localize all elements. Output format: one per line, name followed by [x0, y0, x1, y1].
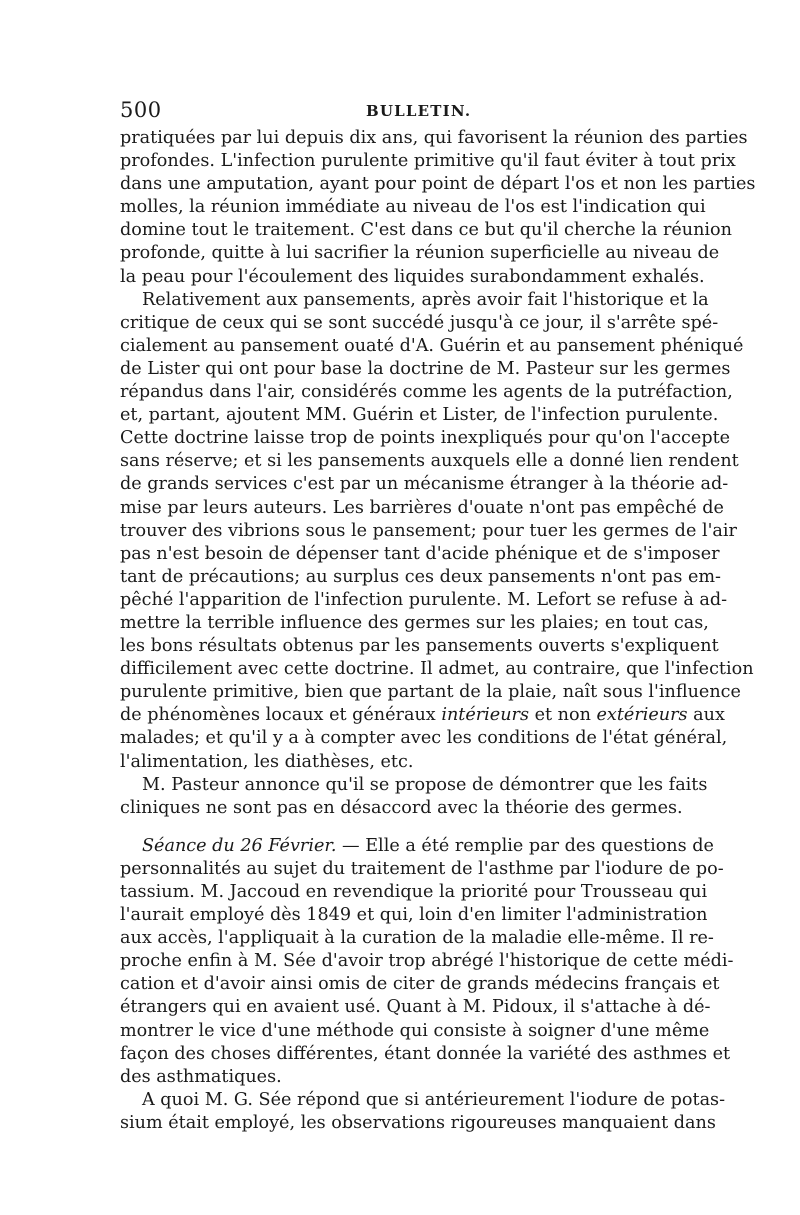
text-line: A quoi M. G. Sée répond que si antérieurement l'iodure de potas-: [142, 1089, 726, 1110]
italic-word: extérieurs: [596, 705, 688, 726]
text-line: pas n'est besoin de dépenser tant d'acide phénique et de s'imposer: [120, 543, 720, 564]
text-line: cliniques ne sont pas en désaccord avec la théorie des germes.: [120, 797, 683, 818]
italic-word: intérieurs: [441, 705, 529, 726]
text-line: pratiquées par lui depuis dix ans, qui favorisent la réunion des parties: [120, 128, 748, 148]
text-line: personnalités au sujet du traitement de l'asthme par l'iodure de po-: [120, 858, 724, 879]
page-header: [120, 98, 680, 128]
text-line: M. Pasteur annonce qu'il se propose de démontrer que les faits: [142, 774, 708, 795]
text-line: de grands services c'est par un mécanisme étranger à la théorie ad-: [120, 474, 729, 495]
text-line: l'aurait employé dès 1849 et qui, loin d'en limiter l'administration: [120, 905, 708, 926]
text-line: répandus dans l'air, considérés comme les agents de la putréfaction,: [120, 382, 733, 403]
text-segment: de phénomènes locaux et généraux: [120, 705, 436, 726]
text-segment: aux: [693, 705, 725, 726]
text-line: façon des choses différentes, étant donnée la variété des asthmes et: [120, 1043, 731, 1064]
text-line: trouver des vibrions sous le pansement; pour tuer les germes de l'air: [120, 520, 737, 541]
text-line: Relativement aux pansements, après avoir fait l'historique et la: [142, 289, 709, 310]
page-number: 500: [120, 98, 162, 122]
text-line: sium était employé, les observations rigoureuses manquaient dans: [120, 1112, 716, 1133]
text-line: cation et d'avoir ainsi omis de citer de grands médecins français et: [120, 974, 720, 995]
text-segment: — Elle a été remplie par des questions de: [342, 835, 714, 856]
text-line: l'alimentation, les diathèses, etc.: [120, 751, 414, 772]
text-line: montrer le vice d'une méthode qui consiste à soigner d'une même: [120, 1020, 710, 1041]
text-line: les bons résultats obtenus par les pansements ouverts s'expliquent: [120, 636, 719, 657]
text-line: cialement au pansement ouaté d'A. Guérin et au pansement phéniqué: [120, 335, 744, 356]
text-line: profonde, quitte à lui sacrifier la réunion superficielle au niveau de: [120, 243, 720, 264]
text-line: dans une amputation, ayant pour point de départ l'os et non les parties: [120, 174, 756, 195]
text-line: Cette doctrine laisse trop de points inexpliqués pour qu'on l'accepte: [120, 428, 731, 449]
text-line: proche enfin à M. Sée d'avoir trop abrégé l'historique de cette médi-: [120, 951, 734, 972]
text-line: la peau pour l'écoulement des liquides surabondamment exhalés.: [120, 266, 705, 287]
text-line: purulente primitive, bien que partant de la plaie, naît sous l'influence: [120, 682, 741, 703]
body-text: [120, 127, 756, 1135]
text-line: de Lister qui ont pour base la doctrine de M. Pasteur sur les germes: [120, 358, 731, 379]
text-line: tassium. M. Jaccoud en revendique la priorité pour Trousseau qui: [120, 882, 708, 902]
text-line: mettre la terrible influence des germes sur les plaies; en tout cas,: [120, 612, 709, 633]
text-line: domine tout le traitement. C'est dans ce but qu'il cherche la réunion: [120, 220, 732, 241]
seance-heading-line: [120, 835, 714, 858]
running-title: BULLETIN.: [366, 102, 472, 120]
text-line: des asthmatiques.: [120, 1066, 282, 1087]
text-line: aux accès, l'appliquait à la curation de la maladie elle-même. Il re-: [120, 928, 714, 949]
text-line: molles, la réunion immédiate au niveau de l'os est l'indication qui: [120, 197, 706, 218]
text-line: mise par leurs auteurs. Les barrières d'ouate n'ont pas empêché de: [120, 497, 724, 518]
text-line: et, partant, ajoutent MM. Guérin et Lister, de l'infection purulente.: [120, 405, 719, 426]
text-line: malades; et qu'il y a à compter avec les conditions de l'état général,: [120, 728, 728, 749]
seance-date: Séance du 26 Février.: [142, 835, 337, 856]
text-line: pêché l'apparition de l'infection purulente. M. Lefort se refuse à ad-: [120, 589, 728, 610]
text-line: difficilement avec cette doctrine. Il admet, au contraire, que l'infection: [120, 659, 754, 680]
text-line: étrangers qui en avaient usé. Quant à M. Pidoux, il s'attache à dé-: [120, 997, 711, 1018]
text-segment: et non: [534, 705, 591, 726]
text-line: sans réserve; et si les pansements auxquels elle a donné lien rendent: [120, 451, 739, 472]
text-line-italic-mix: [120, 704, 725, 727]
text-line: tant de précautions; au surplus ces deux pansements n'ont pas em-: [120, 566, 721, 587]
text-line: critique de ceux qui se sont succédé jusqu'à ce jour, il s'arrête spé-: [120, 312, 719, 333]
text-line: profondes. L'infection purulente primitive qu'il faut éviter à tout prix: [120, 151, 736, 172]
section-gap: [120, 820, 680, 835]
